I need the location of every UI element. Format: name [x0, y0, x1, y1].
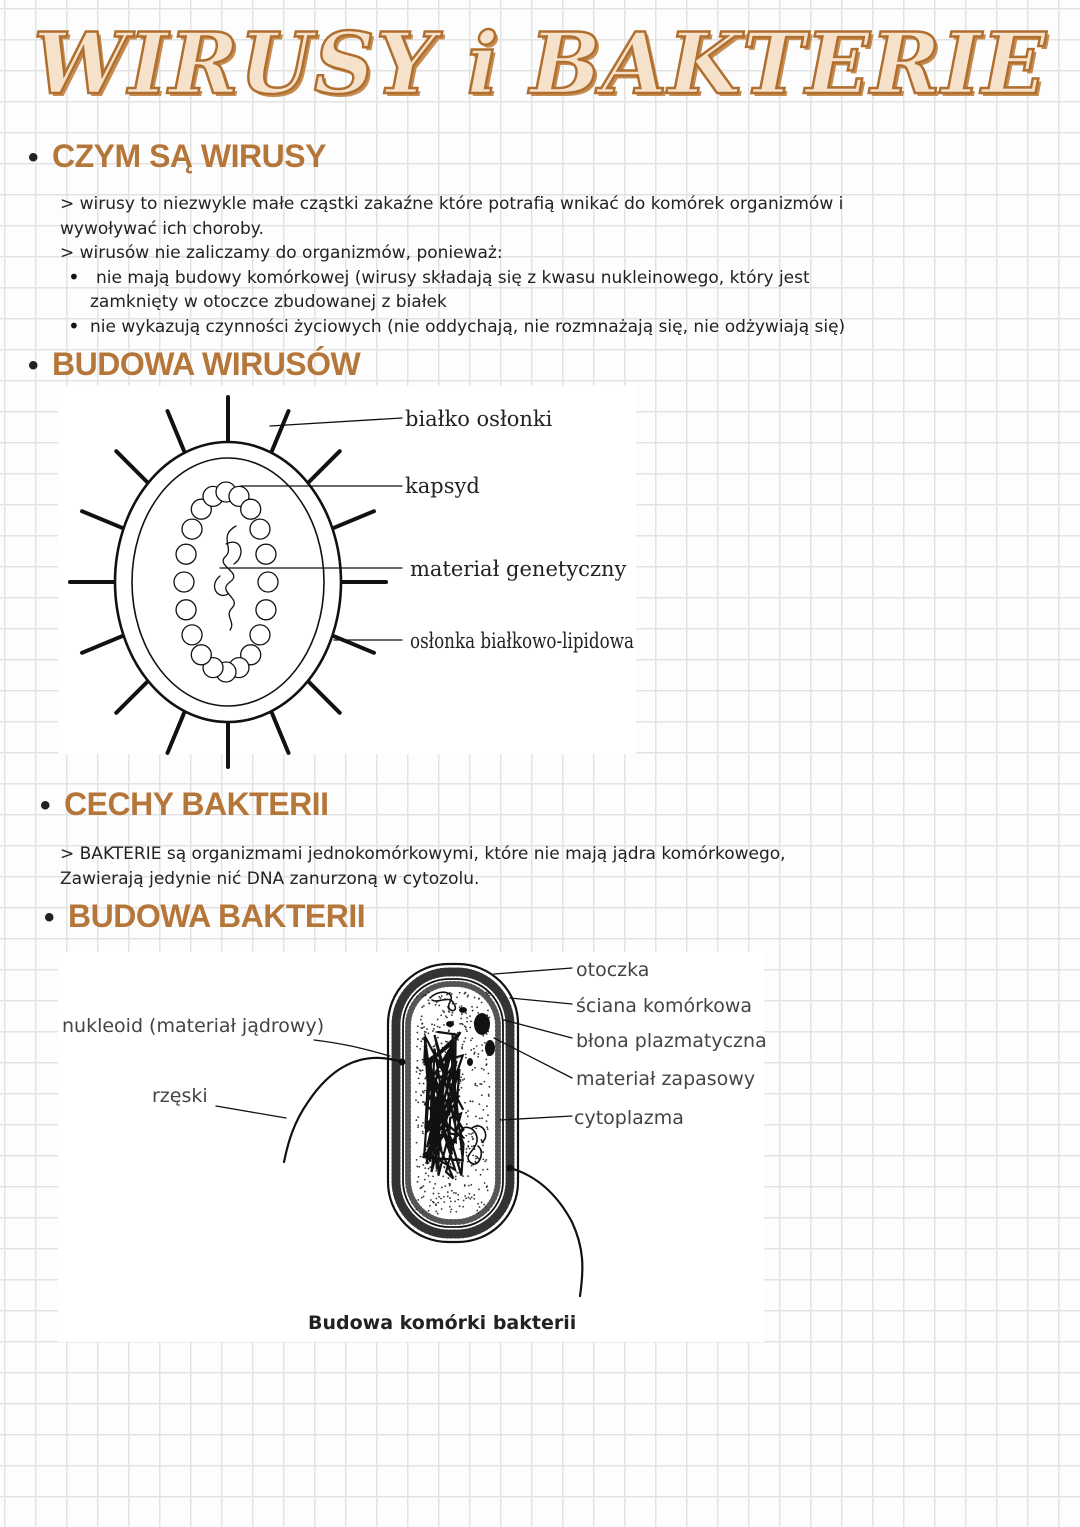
text-line: > BAKTERIE są organizmami jednokomórkowymi, które nie mają jądra komórkowego,	[60, 844, 786, 864]
capsomere	[176, 544, 196, 564]
list-item	[60, 315, 860, 340]
list-item-text: zamknięty w otoczce zbudowanej z białek	[90, 292, 447, 312]
capsomere	[191, 645, 211, 665]
leader-otoczka	[494, 968, 572, 974]
protein-spike	[82, 636, 124, 653]
protein-spike	[116, 451, 148, 483]
text-line: Zawierają jedynie nić DNA zanurzoną w cytozolu.	[60, 868, 480, 889]
bacteria-definition	[60, 842, 860, 891]
protein-spike	[116, 681, 148, 713]
virus-diagram	[58, 386, 636, 754]
label-nukleoid: nukleoid (materiał jądrowy)	[62, 1015, 325, 1037]
label-blona-plazmatyczna: błona plazmatyczna	[576, 1030, 767, 1052]
heading-cechy-bakterii: • CECHY BAKTERII	[40, 786, 329, 822]
capsomere	[256, 544, 276, 564]
capsomere	[182, 625, 202, 645]
bacteria-diagram-svg	[58, 952, 767, 1342]
text-line: > wirusów nie zaliczamy do organizmów, ponieważ:	[60, 243, 503, 263]
capsomere	[182, 519, 202, 539]
label-sciana-komorkowa: ściana komórkowa	[576, 995, 753, 1017]
protein-spike	[271, 411, 288, 453]
capsomere	[250, 625, 270, 645]
label-material-genetyczny: materiał genetyczny	[410, 557, 627, 581]
flagellum-base	[399, 1059, 406, 1066]
label-otoczka: otoczka	[576, 959, 650, 981]
label-cytoplazma: cytoplazma	[574, 1107, 684, 1129]
leader-bialko	[270, 418, 402, 426]
protein-spike	[82, 511, 124, 528]
virus-definition	[60, 192, 860, 339]
page-title: WIRUSY i BAKTERIE	[33, 14, 1047, 113]
protein-spike	[332, 636, 374, 653]
capsomere	[241, 499, 261, 519]
protein-spike	[308, 451, 340, 483]
list-item-text: • nie mają budowy komórkowej (wirusy składają się z kwasu nukleinowego, który jest	[96, 267, 810, 288]
flagellum-right	[510, 1168, 582, 1296]
virus-diagram-svg	[58, 386, 636, 754]
label-rzeski: rzęski	[152, 1085, 208, 1107]
flagellum-left	[284, 1058, 402, 1162]
capsomere	[176, 600, 196, 620]
list-item	[60, 266, 860, 315]
diagram-caption: Budowa komórki bakterii	[308, 1312, 577, 1334]
heading-budowa-wirusow: • BUDOWA WIRUSÓW	[28, 346, 361, 382]
leader-nukleoid	[314, 1040, 390, 1056]
label-oslonka: osłonka białkowo-lipidowa	[410, 629, 634, 653]
text-line: wywoływać ich choroby.	[60, 218, 264, 239]
text-line: > wirusy to niezwykle małe cząstki zakaźne które potrafią wnikać do komórek organizmów i	[60, 194, 844, 214]
protein-spike	[168, 411, 185, 453]
heading-budowa-bakterii: • BUDOWA BAKTERII	[44, 898, 366, 934]
capsomere	[174, 572, 194, 592]
label-bialko-oslonki: białko osłonki	[405, 407, 553, 431]
label-material-zapasowy: materiał zapasowy	[576, 1068, 756, 1090]
protein-spike	[168, 711, 185, 753]
protein-spike	[271, 711, 288, 753]
flagellum-base	[507, 1165, 514, 1172]
bacteria-diagram	[58, 952, 767, 1342]
protein-spike	[308, 681, 340, 713]
leader-sciana	[510, 998, 572, 1004]
capsomere	[250, 519, 270, 539]
leader-rzeski	[216, 1106, 286, 1118]
label-kapsyd: kapsyd	[405, 474, 480, 498]
list-item-text: • nie wykazują czynności życiowych (nie oddychają, nie rozmnażają się, nie odżywiają się)	[90, 316, 846, 337]
protein-spike	[332, 511, 374, 528]
heading-czym-sa-wirusy: • CZYM SĄ WIRUSY	[28, 138, 326, 174]
capsomere	[256, 600, 276, 620]
capsomere	[258, 572, 278, 592]
